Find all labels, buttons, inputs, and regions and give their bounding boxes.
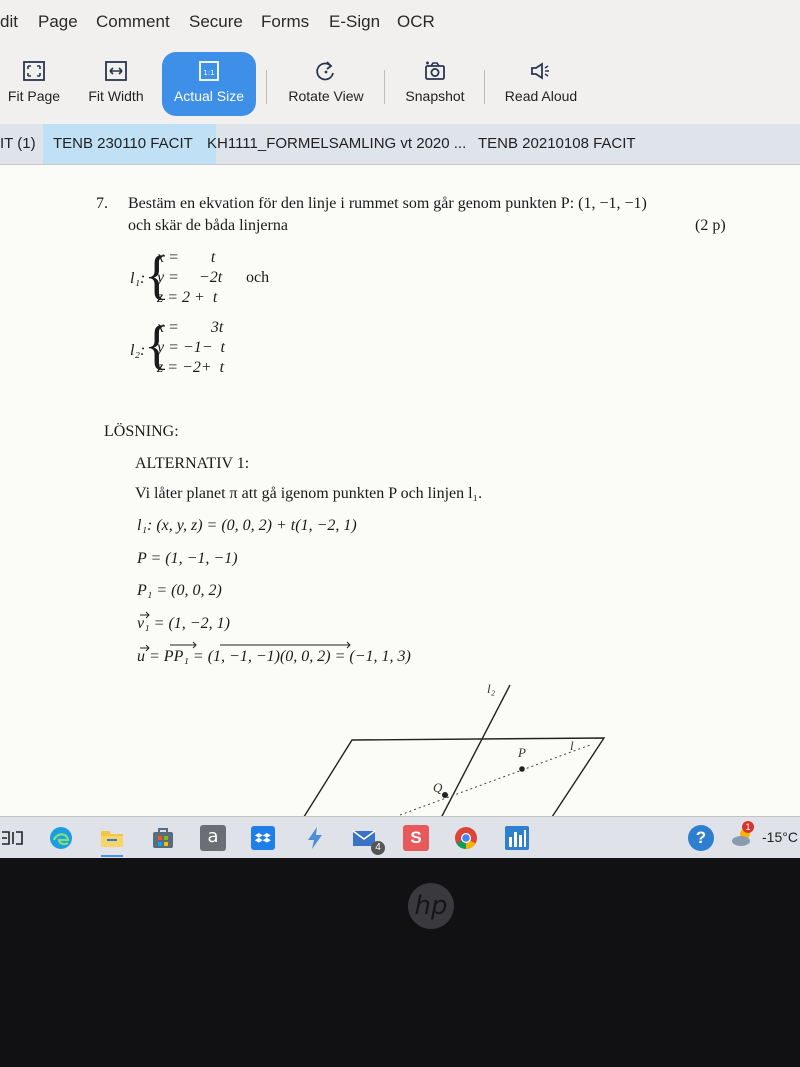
menu-ocr[interactable]: OCR xyxy=(397,12,435,31)
l1-brace: { xyxy=(144,245,170,305)
read-aloud-label: Read Aloud xyxy=(504,88,578,104)
charts-app-icon[interactable] xyxy=(504,825,530,851)
q-figure-label: Q xyxy=(433,780,443,795)
solution-line-v1: v₁ = (1, −2, 1) xyxy=(137,615,230,632)
line-l2 xyxy=(440,685,510,820)
store-icon[interactable] xyxy=(150,825,176,851)
edge-icon[interactable] xyxy=(48,825,74,851)
taskbar xyxy=(0,816,800,859)
toolbar-divider xyxy=(484,70,485,104)
dropbox-icon[interactable] xyxy=(250,825,276,851)
point-q xyxy=(442,792,448,798)
tab-tenb-20210108[interactable]: TENB 20210108 FACIT xyxy=(478,135,636,152)
menu-edit[interactable]: dit xyxy=(0,12,18,31)
fit-width-label: Fit Width xyxy=(88,88,144,104)
bolt-icon[interactable] xyxy=(302,825,328,851)
losning-heading: LÖSNING: xyxy=(104,423,179,440)
fit-page-icon xyxy=(22,60,46,82)
geometry-figure xyxy=(0,165,800,820)
l2-row-y: y = −1− t xyxy=(157,339,225,356)
rotate-view-button[interactable] xyxy=(286,52,366,116)
amazon-icon[interactable]: a xyxy=(200,825,226,851)
fit-width-button[interactable] xyxy=(84,52,148,116)
menu-forms[interactable]: Forms xyxy=(261,12,310,31)
solution-line-p1: P₁ = (0, 0, 2) xyxy=(137,582,222,599)
mail-badge: 4 xyxy=(371,841,385,855)
actual-size-icon-text: 1:1 xyxy=(203,69,215,77)
actual-size-button[interactable] xyxy=(162,52,256,116)
tab-facit-1[interactable]: IT (1) xyxy=(0,135,36,152)
solution-line-p: P = (1, −1, −1) xyxy=(137,550,238,567)
rotate-icon xyxy=(314,60,338,82)
line-l xyxy=(400,745,590,815)
solution-intro: Vi låter planet π att gå igenom punkten P och linjen l₁. xyxy=(135,485,483,502)
toolbar xyxy=(0,44,800,125)
snapshot-label: Snapshot xyxy=(405,88,465,104)
l2-figure-label: l₂ xyxy=(487,681,496,696)
s-app-icon[interactable]: S xyxy=(403,825,429,851)
task-view-icon[interactable] xyxy=(0,825,26,851)
hp-logo: hp xyxy=(408,883,454,929)
chrome-icon[interactable] xyxy=(453,825,479,851)
och-text: och xyxy=(246,269,270,286)
l1-row-y: y = −2t xyxy=(157,269,223,286)
l1-row-x: x = t xyxy=(157,249,216,266)
weather-badge: 1 xyxy=(742,821,754,833)
help-icon[interactable]: ? xyxy=(688,825,714,851)
l1-label: l₁: xyxy=(130,270,146,287)
menu-esign[interactable]: E-Sign xyxy=(329,12,381,31)
file-explorer-icon[interactable] xyxy=(99,825,125,851)
fit-width-icon xyxy=(104,60,128,82)
actual-size-label: Actual Size xyxy=(173,88,245,104)
problem-line-2: och skär de båda linjerna xyxy=(128,217,288,234)
active-app-indicator xyxy=(101,855,123,857)
temperature-text: -15°C xyxy=(762,829,798,845)
toolbar-divider xyxy=(266,70,267,104)
document-tabs xyxy=(0,124,800,165)
menu-secure[interactable]: Secure xyxy=(189,12,243,31)
alternativ-heading: ALTERNATIV 1: xyxy=(135,455,250,472)
laptop-bezel xyxy=(0,858,800,1067)
problem-line-1: Bestäm en ekvation för den linje i rummet som går genom punkten P: (1, −1, −1) xyxy=(128,195,647,212)
fit-page-label: Fit Page xyxy=(7,88,61,104)
camera-icon xyxy=(423,60,447,82)
points-label: (2 p) xyxy=(695,217,726,234)
plane-shape xyxy=(302,738,604,820)
l2-row-z: z = −2+ t xyxy=(157,359,225,376)
rotate-view-label: Rotate View xyxy=(288,88,364,104)
l2-row-x: x = 3t xyxy=(157,319,224,336)
point-p xyxy=(519,766,525,772)
speaker-icon xyxy=(529,60,553,82)
actual-size-icon xyxy=(197,60,221,82)
tab-formelsamling[interactable]: KH1111_FORMELSAMLING vt 2020 ... xyxy=(207,135,467,152)
problem-number: 7. xyxy=(96,195,108,212)
l2-brace: { xyxy=(144,315,170,375)
p-figure-label: P xyxy=(518,745,526,760)
tab-tenb-230110[interactable]: TENB 230110 FACIT xyxy=(43,124,216,164)
l-figure-label: l xyxy=(570,738,574,753)
menu-page[interactable]: Page xyxy=(38,12,78,31)
solution-line-l1: l₁: (x, y, z) = (0, 0, 2) + t(1, −2, 1) xyxy=(137,517,357,534)
read-aloud-button[interactable] xyxy=(504,52,578,116)
fit-page-button[interactable] xyxy=(4,52,64,116)
menu-bar xyxy=(0,0,800,45)
toolbar-divider xyxy=(384,70,385,104)
document-page xyxy=(0,165,800,820)
l1-row-z: z = 2 + t xyxy=(157,289,218,306)
l2-label: l₂: xyxy=(130,342,146,359)
solution-line-u: u = PP₁ = (1, −1, −1)(0, 0, 2) = (−1, 1, 3) xyxy=(137,648,411,665)
snapshot-button[interactable] xyxy=(402,52,468,116)
menu-comment[interactable]: Comment xyxy=(96,12,170,31)
